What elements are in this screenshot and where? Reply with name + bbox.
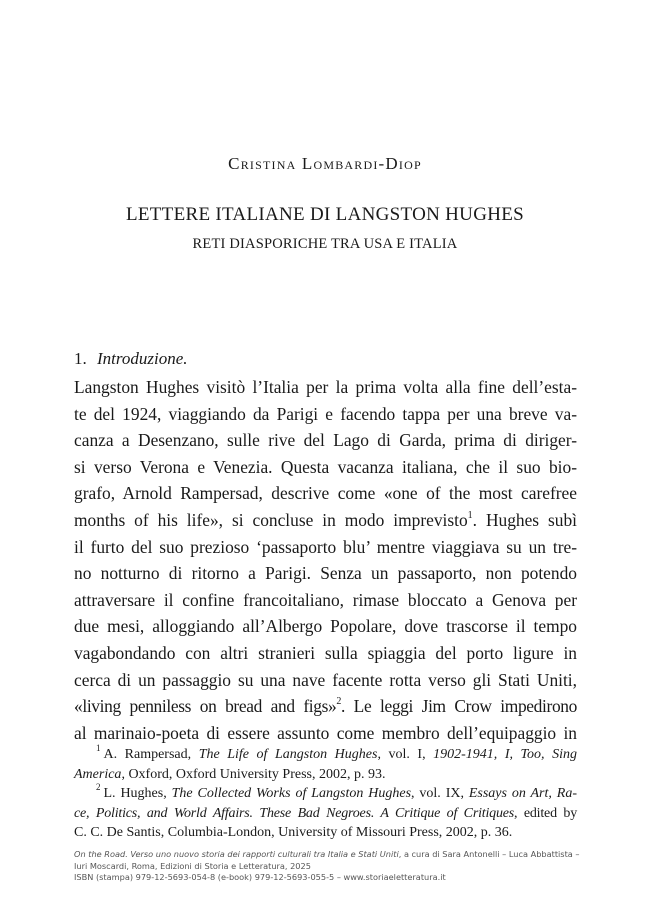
section-number: 1.: [74, 349, 87, 368]
fn-italic: ce, Politics, and World Affairs. These Bad Negroes. A Critique of Critiques: [74, 805, 515, 821]
fn-text: , edited by: [514, 805, 578, 821]
footnote-1-cont: [74, 765, 577, 785]
colophon-isbn: ISBN (stampa) 979-12-5693-054-8 (e-book) 979-12-5693-055-5 – www.storiaeletteratura.it: [74, 872, 446, 882]
text-line: cerca di un passaggio su una nave facente rotta verso gli Stati Uniti,: [74, 669, 577, 690]
fn-text: , Oxford, Oxford University Press, 2002, p. 93.: [121, 766, 386, 782]
fn-text: , vol. IX,: [411, 786, 469, 801]
text-line: no notturno di ritorno a Parigi. Senza un passaporto, non potendo: [74, 563, 577, 584]
text-fragment: «living penniless on bread and figs»: [74, 696, 337, 717]
footnotes: [74, 745, 577, 843]
text-fragment: months of his life», si concluse in modo imprevisto: [74, 509, 468, 530]
text-line: al marinaio-poeta di essere assunto come membro dell’equipaggio in: [74, 722, 577, 743]
footnote-marker: 1: [96, 743, 101, 754]
fn-italic: 1902-1941, I, Too, Sing: [433, 747, 577, 762]
colophon-book-title: On the Road. Verso uno nuovo storia dei rapporti culturali tra Italia e Stati Uniti: [74, 849, 399, 859]
colophon: [74, 849, 580, 884]
fn-text: L. Hughes,: [103, 786, 172, 801]
fn-italic: Essays on Art, Ra-: [468, 786, 577, 801]
text-fragment: . Hughes subì: [472, 509, 577, 530]
body-paragraph: [74, 374, 577, 746]
colophon-line: [74, 849, 580, 861]
footnote-1: [74, 745, 577, 765]
colophon-text: , a cura di Sara Antonelli – Luca Abbattista –: [398, 849, 580, 859]
footnote-2-cont: [74, 804, 577, 824]
text-line: due mesi, alloggiando all’Albergo Popolare, dove trascorse il tempo: [74, 616, 577, 637]
footnote-ref-2[interactable]: 2: [336, 696, 342, 708]
text-line: te del 1924, viaggiando da Parigi e facendo tappa per una breve va-: [74, 403, 577, 424]
author-name: Cristina Lombardi-Diop: [228, 154, 422, 173]
fn-italic: America: [74, 766, 122, 782]
fn-italic: The Life of Langston Hughes: [198, 747, 378, 762]
article-title: LETTERE ITALIANE DI LANGSTON HUGHES: [125, 204, 525, 225]
fn-text: A. Rampersad,: [103, 747, 199, 762]
colophon-line: Iuri Moscardi, Roma, Edizioni di Storia e Letteratura, 2025: [74, 860, 311, 871]
text-line: il furto del suo prezioso ‘passaporto blu’ mentre viaggiava su un tre-: [74, 536, 577, 557]
fn-text: , vol. I,: [377, 747, 434, 762]
fn-italic: The Collected Works of Langston Hughes: [171, 786, 412, 801]
text-line: Langston Hughes visitò l’Italia per la prima volta alla fine dell’esta-: [74, 377, 577, 397]
text-line: grafo, Arnold Rampersad, descrive come «one of the most carefree: [74, 483, 577, 504]
footnote-2-cont: C. C. De Santis, Columbia-London, University of Missouri Press, 2002, p. 36.: [74, 825, 513, 840]
article-subtitle: RETI DIASPORICHE TRA USA E ITALIA: [192, 236, 458, 252]
section-heading: [74, 349, 188, 369]
text-line: canza a Desenzano, sulle rive del Lago di Garda, prima di diriger-: [74, 430, 577, 451]
text-fragment: . Le leggi Jim Crow impedirono: [341, 696, 577, 717]
section-title: Introduzione.: [97, 349, 188, 368]
footnote-ref-1[interactable]: 1: [467, 510, 473, 522]
text-line: attraversare il confine francoitaliano, rimase bloccato a Genova per: [74, 589, 577, 610]
text-line: si verso Verona e Venezia. Questa vacanza italiana, che il suo bio-: [74, 456, 577, 477]
text-line: [74, 693, 577, 720]
text-line: vagabondando con altri stranieri sulla spiaggia del porto ligure in: [74, 642, 577, 663]
footnote-marker: 2: [96, 782, 101, 793]
footnote-2: [74, 784, 577, 804]
text-line: [74, 507, 577, 534]
